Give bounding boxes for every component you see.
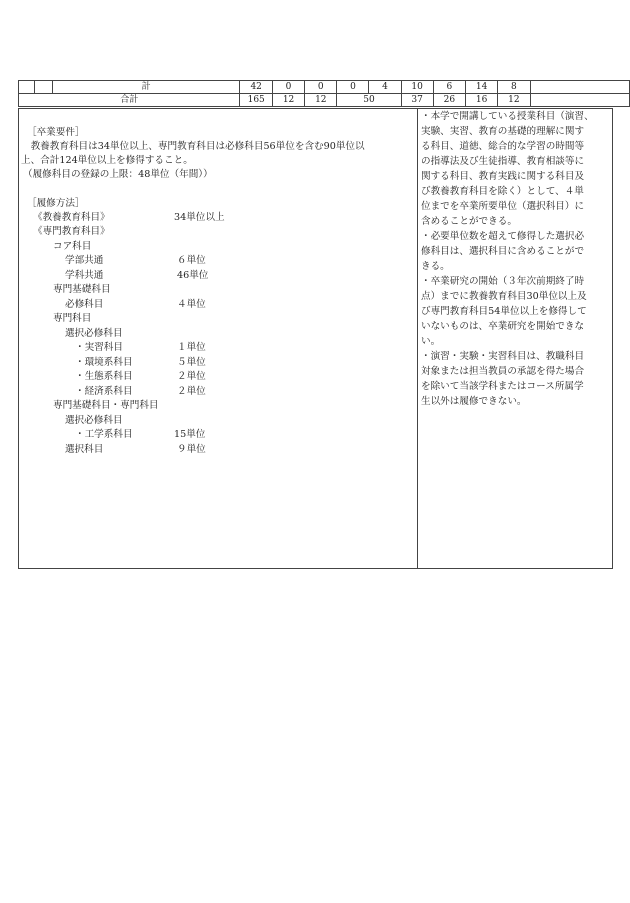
requirements-box [18,108,613,569]
registration-limit: （履修科目の登録の上限：48単位（年間）） [23,169,213,180]
method-row-value: １単位 [177,342,206,353]
method-row-value: 15単位 [174,429,206,440]
note-line: 点）までに教養教育科目30単位以上及 [421,291,587,302]
total-value: 12 [272,94,304,107]
method-row-value: ４単位 [177,299,206,310]
total-value: 12 [305,94,337,107]
subtotal-value: 8 [498,81,530,94]
note-line: 実験、実習、教育の基礎的理解に関す [421,126,585,137]
method-row-label: 専門基礎科目 [53,284,111,295]
method-row-value: ９単位 [177,444,206,455]
method-row-label: コア科目 [53,241,92,252]
subtotal-value: 14 [466,81,498,94]
method-row-label: ・工学系科目 [75,429,133,440]
method-row-label: 必修科目 [65,299,104,310]
note-line: の指導法及び生徒指導、教育相談等に [421,156,585,167]
method-row-label: 《専門教育科目》 [33,226,110,237]
credit-summary-table [18,80,630,107]
method-row-value: ２単位 [177,371,206,382]
note-line: いないものは、卒業研究を開始できな [421,321,585,332]
total-value: 26 [433,94,465,107]
note-line: 対象または担当教員の承認を得た場合 [421,366,585,377]
graduation-text: 上、合計124単位以上を修得すること。 [21,155,193,166]
method-row-label: 専門科目 [53,313,92,324]
subtotal-value: 6 [433,81,465,94]
total-value: 165 [240,94,272,107]
note-line: 修科目は、選択科目に含めることがで [421,246,585,257]
graduation-text: 教養教育科目は34単位以上、専門教育科目は必修科目56単位を含む90単位以 [21,141,365,152]
method-row-label: ・環境系科目 [75,357,133,368]
method-row-label: 《教養教育科目》 [33,212,110,223]
note-line: 関する科目、教育実践に関する科目及 [421,171,585,182]
method-row-value: ６単位 [177,255,206,266]
note-line: 生以外は履修できない。 [421,396,527,407]
total-value: 12 [498,94,530,107]
method-row-label: 選択科目 [65,444,104,455]
note-line: 位までを卒業所要単位（選択科目）に [421,201,585,212]
note-line: び教養教育科目を除く）として、４単 [421,186,584,197]
notes-column [418,109,612,568]
requirements-column [19,109,418,568]
method-row-label: 学部共通 [65,255,104,266]
method-heading: ［履修方法］ [27,198,85,209]
method-row-value: ５単位 [177,357,206,368]
note-line: る科目、道徳、総合的な学習の時間等 [421,141,585,152]
note-line: ・卒業研究の開始（３年次前期終了時 [421,276,585,287]
subtotal-value: 42 [240,81,272,94]
note-line: び専門教育科目54単位以上を修得して [421,306,587,317]
method-row-label: 専門基礎科目・専門科目 [53,400,159,411]
total-row [19,94,630,107]
method-row-label: ・実習科目 [75,342,123,353]
note-line: ・本学で開講している授業科目（演習、 [421,111,594,122]
note-line: を除いて当該学科またはコース所属学 [421,381,584,392]
method-row-label: ・生態系科目 [75,371,133,382]
method-row-value: ２単位 [177,386,206,397]
blank-cell [530,94,629,107]
note-line: い。 [421,336,441,347]
subtotal-value: 0 [337,81,369,94]
total-value: 37 [401,94,433,107]
subtotal-value: 0 [305,81,337,94]
method-row-label: 選択必修科目 [65,328,123,339]
subtotal-value: 0 [272,81,304,94]
blank-cell [35,81,52,94]
subtotal-row [19,81,630,94]
method-row-value: 46単位 [177,270,209,281]
method-row-label: 選択必修科目 [65,415,123,426]
note-line: ・演習・実験・実習科目は、教職科目 [421,351,585,362]
total-label: 合計 [19,94,240,107]
total-value: 16 [466,94,498,107]
method-row-label: ・経済系科目 [75,386,133,397]
note-line: きる。 [421,261,450,272]
graduation-heading: ［卒業要件］ [27,127,85,138]
blank-cell [530,81,629,94]
subtotal-label: 計 [52,81,240,94]
note-line: 含めることができる。 [421,216,517,227]
note-line: ・必要単位数を超えて修得した選択必 [421,231,585,242]
total-value: 50 [337,94,401,107]
method-row-value: 34単位以上 [174,212,225,223]
subtotal-value: 4 [369,81,401,94]
subtotal-value: 10 [401,81,433,94]
blank-cell [19,81,35,94]
method-row-label: 学科共通 [65,270,104,281]
